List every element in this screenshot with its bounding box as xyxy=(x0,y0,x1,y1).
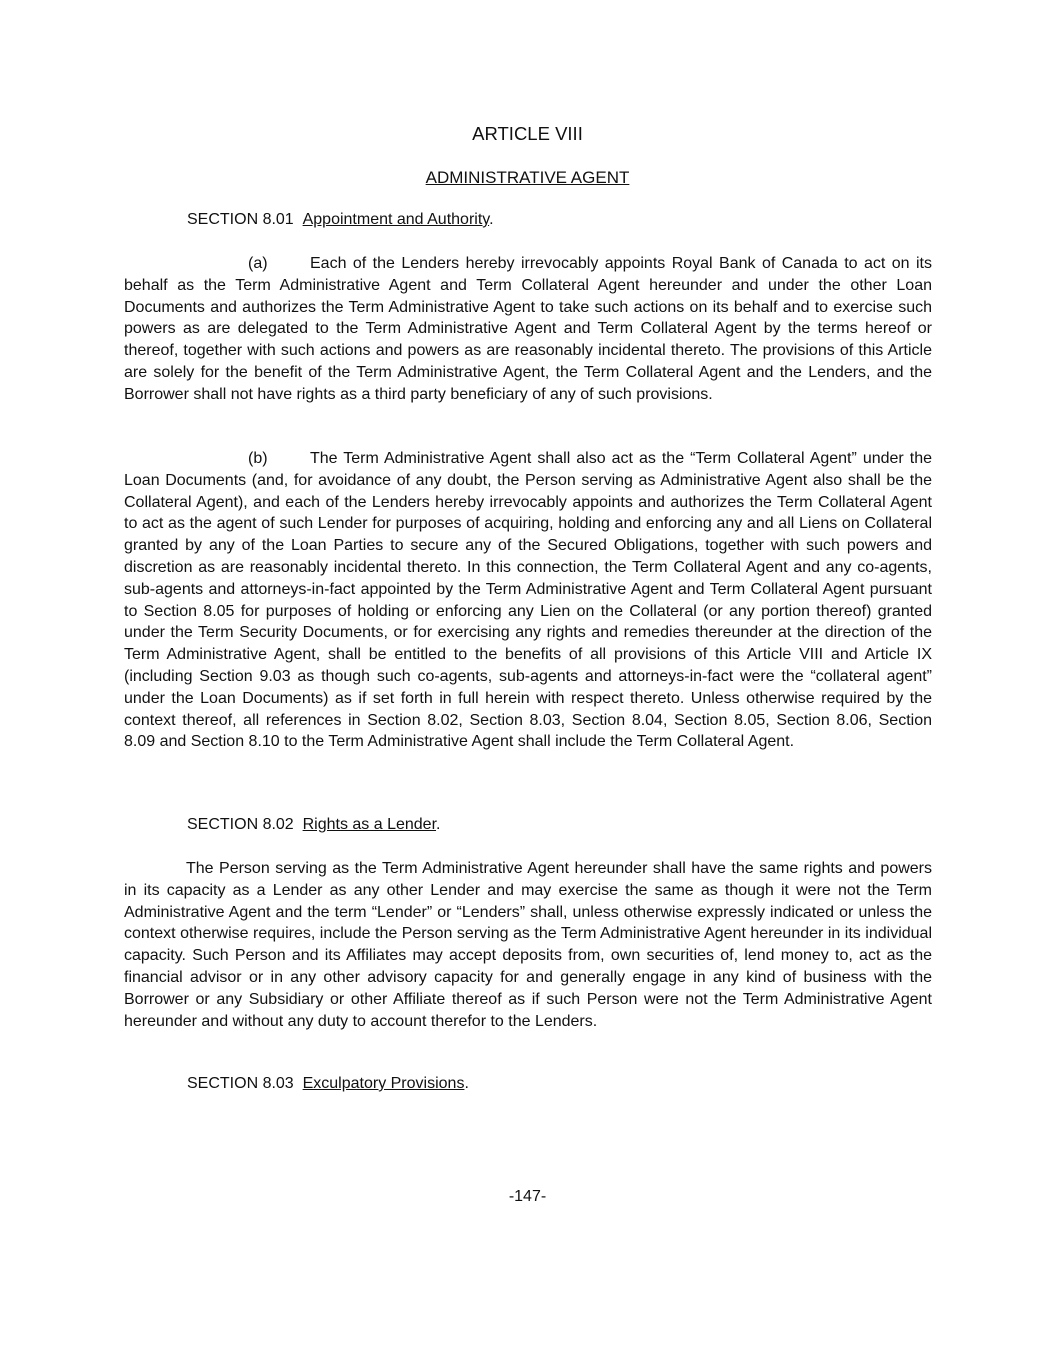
paragraph-marker: (b) xyxy=(248,450,268,467)
section-number: SECTION 8.01 xyxy=(187,211,294,228)
section-punct: . xyxy=(436,816,441,833)
paragraph-text: The Term Administrative Agent shall also act as the “Term Collateral Agent” under the Loan Documents (and, for avoidance of any doubt, the Person serving as Administrative Agent also shall be the Collateral Agent), and each of the Lenders hereby irrevocably appoints and authorizes the Term Collateral Agent to act as the agent of such Lender for purposes of acquiring, holding and enforcing any and all Liens on Collateral granted by any of the Loan Parties to secure any of the Secured Obligations, together with such powers and discretion as are reasonably incidental thereto. In this connection, the Term Collateral Agent and any co-agents, sub-agents and attorneys-in-fact appointed by the Term Administrative Agent and Term Collateral Agent pursuant to Section 8.05 for purposes of holding or enforcing any Lien on the Collateral (or any portion thereof) granted under the Term Security Documents, or for exercising any rights and remedies thereunder at the direction of the Term Administrative Agent, shall be entitled to the benefits of all provisions of this Article VIII and Article IX (including Section 9.03 as though such co-agents, sub-agents and attorneys-in-fact were the “collateral agent” under the Loan Documents) as if set forth in full herein with respect thereto. Unless otherwise required by the context thereof, all references in Section 8.02, Section 8.03, Section 8.04, Section 8.05, Section 8.06, Section 8.09 and Section 8.10 to the Term Administrative Agent shall include the Term Collateral Agent. xyxy=(124,450,932,751)
paragraph-8-01-a xyxy=(124,253,932,406)
paragraph-8-02 xyxy=(124,858,932,1032)
article-subtitle xyxy=(0,168,1055,188)
article-subtitle-text: ADMINISTRATIVE AGENT xyxy=(425,168,630,187)
section-number: SECTION 8.03 xyxy=(187,1075,294,1092)
section-title: Appointment and Authority xyxy=(302,211,490,228)
section-punct: . xyxy=(464,1075,469,1092)
section-punct: . xyxy=(489,211,494,228)
section-title: Exculpatory Provisions xyxy=(302,1075,465,1092)
section-heading-802 xyxy=(187,816,440,834)
section-title: Rights as a Lender xyxy=(302,816,437,833)
article-title: ARTICLE VIII xyxy=(472,123,583,144)
paragraph-8-01-b xyxy=(124,448,932,753)
paragraph-text: The Person serving as the Term Administrative Agent hereunder shall have the same rights and powers in its capacity as a Lender as any other Lender and may exercise the same as though it were not the Term Administrative Agent and the term “Lender” or “Lenders” shall, unless otherwise expressly indicated or unless the context otherwise requires, include the Person serving as the Term Administrative Agent hereunder in its individual capacity. Such Person and its Affiliates may accept deposits from, own securities of, lend money to, act as the financial advisor or in any other advisory capacity for and generally engage in any kind of business with the Borrower or any Subsidiary or other Affiliate thereof as if such Person were not the Term Administrative Agent hereunder and without any duty to account therefor to the Lenders. xyxy=(124,860,932,1030)
paragraph-marker: (a) xyxy=(248,255,268,272)
page-number: -147- xyxy=(508,1188,547,1205)
paragraph-text: Each of the Lenders hereby irrevocably appoints Royal Bank of Canada to act on its behalf as the Term Administrative Agent and Term Collateral Agent hereunder and under the other Loan Documents and authorizes the Term Administrative Agent to take such actions on its behalf and to exercise such powers as are delegated to the Term Administrative Agent and Term Collateral Agent by the terms hereof or thereof, together with such actions and powers as are reasonably incidental thereto. The provisions of this Article are solely for the benefit of the Term Administrative Agent, the Term Collateral Agent and the Lenders, and the Borrower shall not have rights as a third party beneficiary of any of such provisions. xyxy=(124,255,932,403)
section-heading-801 xyxy=(187,211,494,229)
section-heading-803 xyxy=(187,1075,469,1093)
section-number: SECTION 8.02 xyxy=(187,816,294,833)
